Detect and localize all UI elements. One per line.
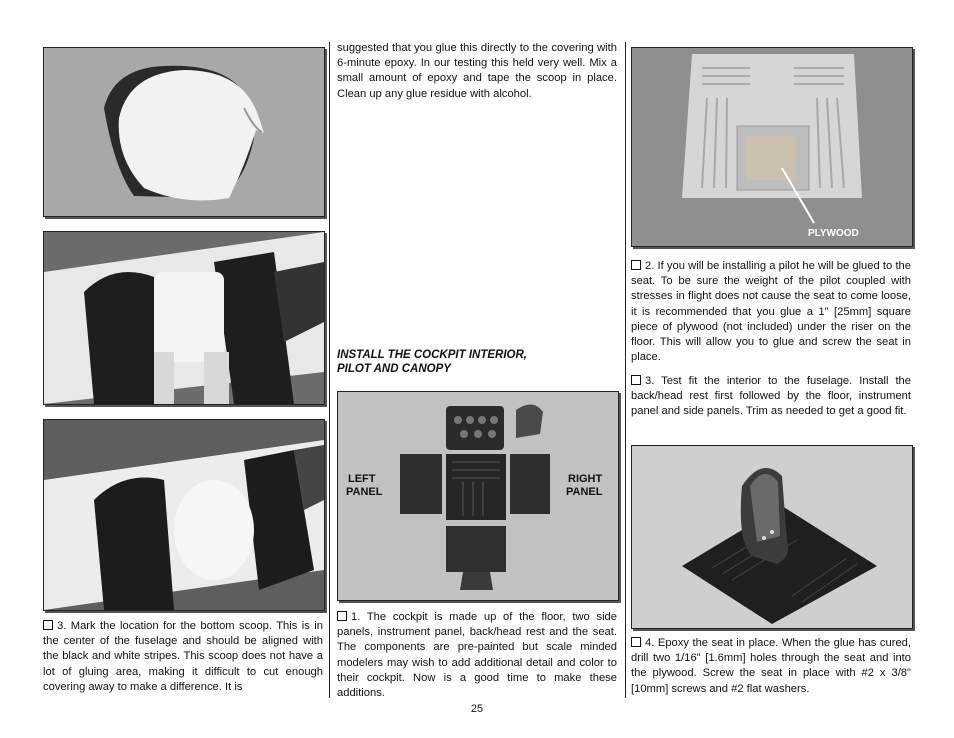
step-2-pilot-text: 2. If you will be installing a pilot he will be glued to the seat. To be sure the weight of the pilot coupled with stresses in flight does not cause the seat to come loose, it is recommended that you glue a 1" [25mm] square piece of plywood (not included) under the riser on the floor. This will allow you to glue and screw the seat in place. [631,260,911,364]
photo-seat-on-floor [631,445,913,629]
photo-cockpit-components [337,391,619,601]
photo-cockpit-floor-plywood [631,47,913,247]
checkbox-icon[interactable] [337,611,347,621]
step-3-mark-scoop-text: 3. Mark the location for the bottom scoop. This is in the center of the fuselage and should be aligned with the black and white stripes. This scoop does not have a lot of gluing area, making it difficult to cut enough covering away to make a difference. It is [43,620,323,693]
left-panel-label-2: PANEL [346,486,383,498]
step-4-epoxy-seat-text: 4. Epoxy the seat in place. When the glue has cured, drill two 1/16" [1.6mm] holes through the seat and into the plywood. Screw the seat in place with #2 x 3/8" [10mm] screws and #2 flat washers. [631,637,911,695]
checkbox-icon[interactable] [631,637,641,647]
left-panel-label-1: LEFT [348,473,376,485]
step-3-test-fit-text: 3. Test fit the interior to the fuselage. Install the back/head rest first followed by the floor, instrument panel and side panels. Trim as needed to get a good fit. [631,375,911,418]
plywood-label: PLYWOOD [808,228,859,239]
checkbox-icon[interactable] [631,260,641,270]
checkbox-icon[interactable] [43,620,53,630]
photo-bottom-scoop [43,47,325,217]
continued-text: suggested that you glue this directly to the covering with 6-minute epoxy. In our testing this held very well. Mix a small amount of epoxy and tape the scoop in place. Clean up any glue residue with alcohol. [337,42,617,100]
right-panel-label-2: PANEL [566,486,603,498]
heading-line-1: INSTALL THE COCKPIT INTERIOR, [337,349,527,361]
section-heading [337,348,617,376]
right-panel-label-1: RIGHT [568,473,603,485]
column-divider-1 [329,42,330,698]
photo-fuselage-scoop-taped [43,231,325,405]
checkbox-icon[interactable] [631,375,641,385]
step-1-cockpit-text: 1. The cockpit is made up of the floor, two side panels, instrument panel, back/head rest and the seat. The components are pre-painted but scale minded modelers may wish to add additional detail and color to their cockpit. Now is a good time to make these additions. [337,611,617,700]
column-divider-2 [625,42,626,698]
photo-fuselage-scoop-glued [43,419,325,611]
page-number: 25 [470,703,484,715]
heading-line-2: PILOT AND CANOPY [337,363,451,375]
